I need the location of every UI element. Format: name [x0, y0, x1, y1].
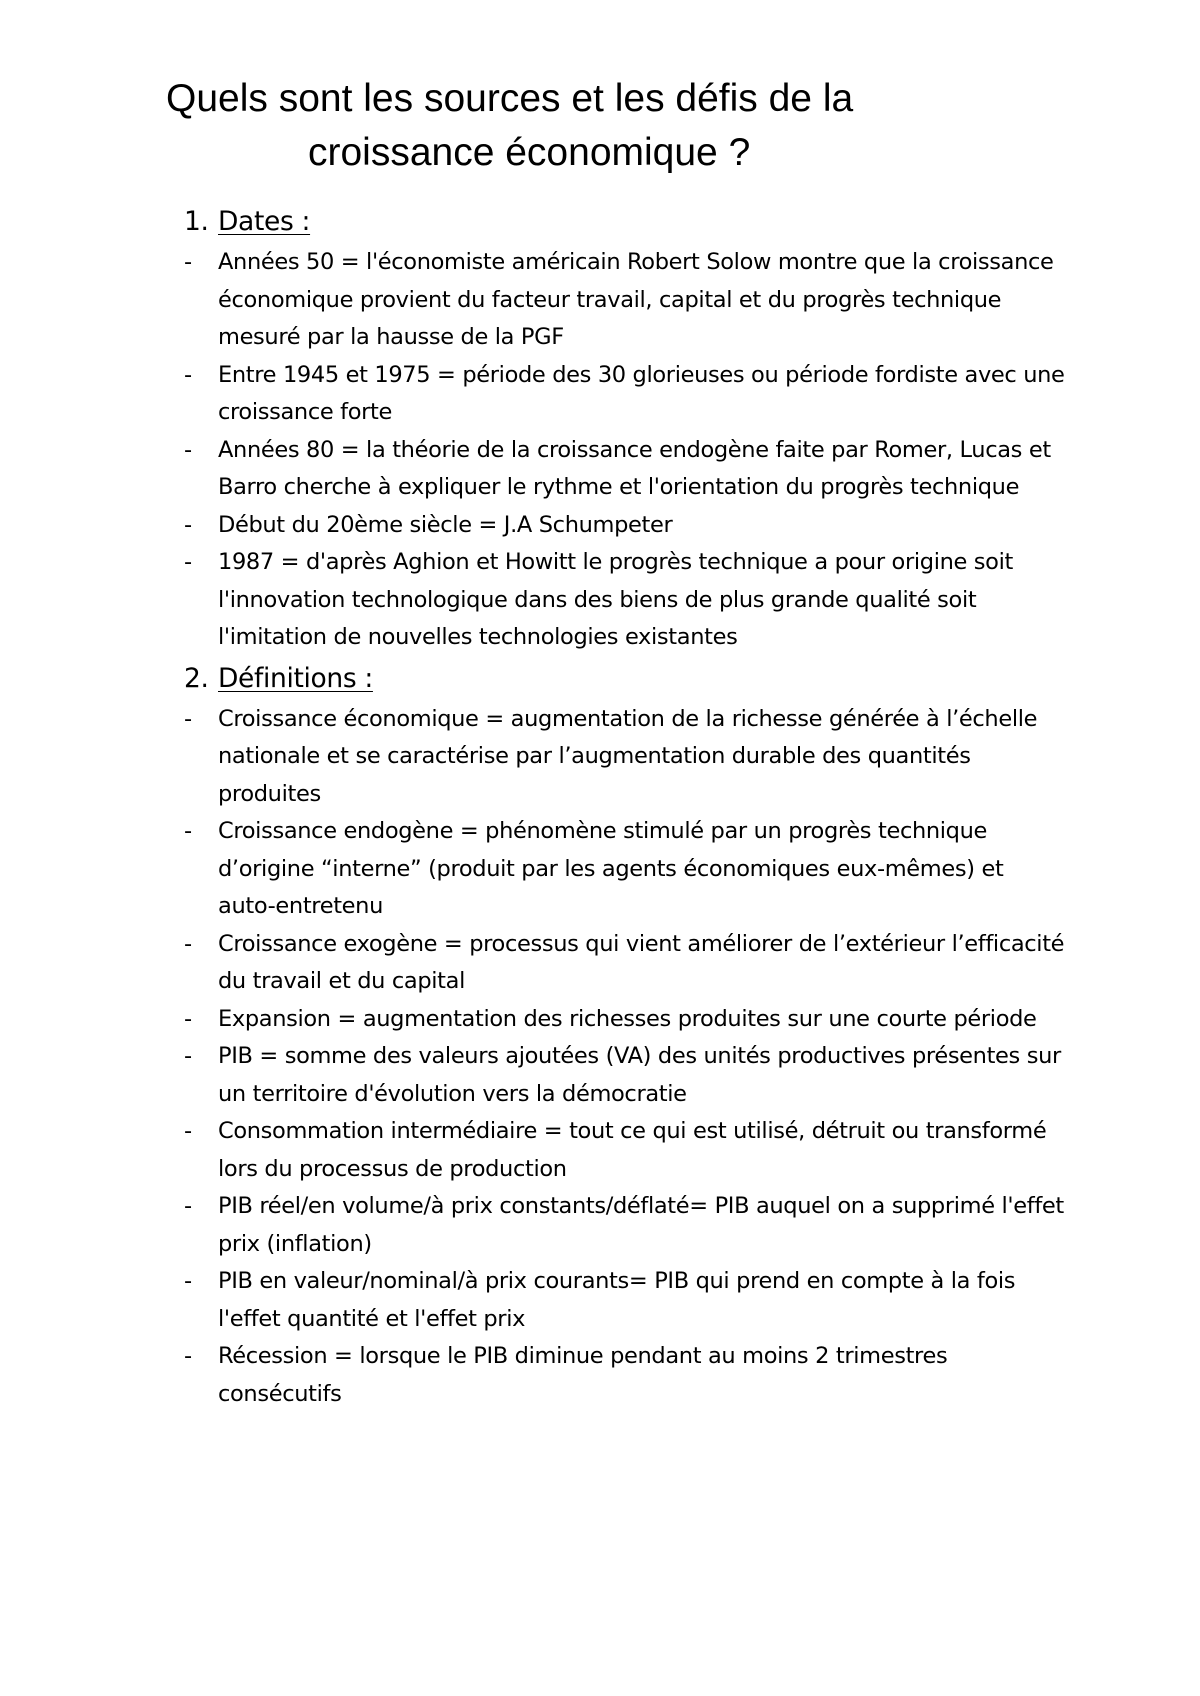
title-line-2: croissance économique ? — [308, 131, 751, 174]
section-title: Dates : — [218, 206, 311, 237]
section-number: 1. — [184, 206, 209, 237]
bullet-dash: - — [184, 1343, 192, 1369]
list-item-text: Entre 1945 et 1975 = période des 30 glorieuses ou période fordiste avec une croissance forte — [218, 361, 1065, 425]
list-item — [0, 813, 1200, 926]
document-body — [0, 200, 1200, 1413]
bullet-dash: - — [184, 361, 192, 388]
bullet-dash: - — [184, 1043, 192, 1069]
bullet-dash: - — [184, 1193, 192, 1219]
list-item-text: Expansion = augmentation des richesses produites sur une courte période — [218, 1005, 1037, 1032]
list-item — [0, 1188, 1200, 1263]
list-item-text: Années 80 = la théorie de la croissance endogène faite par Romer, Lucas et Barro cherche à expliquer le rythme et l'orientation du progrès technique — [218, 436, 1051, 500]
list-item-text: Récession = lorsque le PIB diminue pendant au moins 2 trimestres consécutifs — [218, 1343, 948, 1407]
bullet-dash: - — [184, 436, 192, 463]
list-item-text: 1987 = d'après Aghion et Howitt le progrès technique a pour origine soit l'innovation technologique dans des biens de plus grande qualité soit l'imitation de nouvelles technologies existantes — [218, 549, 1013, 650]
section-number: 2. — [184, 662, 209, 694]
list-item — [0, 1263, 1200, 1338]
list-item-text: Croissance endogène = phénomène stimulé par un progrès technique d’origine “interne” (produit par les agents économiques eux-mêmes) et auto-entretenu — [218, 818, 1004, 919]
list-item — [0, 701, 1200, 814]
bullet-dash: - — [184, 549, 192, 575]
list-item-text: Consommation intermédiaire = tout ce qui est utilisé, détruit ou transformé lors du processus de production — [218, 1118, 1047, 1182]
bullet-dash: - — [184, 818, 192, 844]
list-item-text: PIB réel/en volume/à prix constants/déflaté= PIB auquel on a supprimé l'effet prix (inflation) — [218, 1193, 1064, 1257]
bullet-dash: - — [184, 511, 192, 538]
list-item — [0, 1038, 1200, 1113]
bullet-dash: - — [184, 249, 192, 275]
list-item — [0, 1338, 1200, 1413]
dates-list — [0, 244, 1200, 657]
list-item — [0, 926, 1200, 1001]
bullet-dash: - — [184, 705, 192, 732]
list-item — [0, 507, 1200, 545]
section-heading-dates — [0, 200, 1200, 244]
document-title — [100, 72, 1100, 180]
bullet-dash: - — [184, 930, 192, 957]
bullet-dash: - — [184, 1268, 192, 1294]
section-dates — [0, 200, 1200, 657]
list-item-text: Croissance exogène = processus qui vient améliorer de l’extérieur l’efficacité du travail et du capital — [218, 930, 1065, 994]
list-item — [0, 357, 1200, 432]
title-line-1: Quels sont les sources et les défis de la — [166, 77, 854, 120]
section-heading-definitions — [0, 657, 1200, 701]
list-item-text: PIB = somme des valeurs ajoutées (VA) des unités productives présentes sur un territoire d'évolution vers la démocratie — [218, 1043, 1061, 1107]
list-item-text: PIB en valeur/nominal/à prix courants= PIB qui prend en compte à la fois l'effet quantité et l'effet prix — [218, 1268, 1016, 1332]
section-definitions — [0, 657, 1200, 1414]
list-item-text: Années 50 = l'économiste américain Robert Solow montre que la croissance économique provient du facteur travail, capital et du progrès technique mesuré par la hausse de la PGF — [218, 249, 1054, 350]
list-item — [0, 432, 1200, 507]
bullet-dash: - — [184, 1118, 192, 1144]
definitions-list — [0, 701, 1200, 1414]
list-item — [0, 244, 1200, 357]
list-item-text: Croissance économique = augmentation de la richesse générée à l’échelle nationale et se caractérise par l’augmentation durable des quantités produites — [218, 705, 1038, 807]
list-item-text: Début du 20ème siècle = J.A Schumpeter — [218, 511, 673, 538]
section-title: Définitions : — [218, 662, 373, 694]
list-item — [0, 1113, 1200, 1188]
list-item — [0, 544, 1200, 657]
bullet-dash: - — [184, 1005, 192, 1032]
list-item — [0, 1001, 1200, 1039]
